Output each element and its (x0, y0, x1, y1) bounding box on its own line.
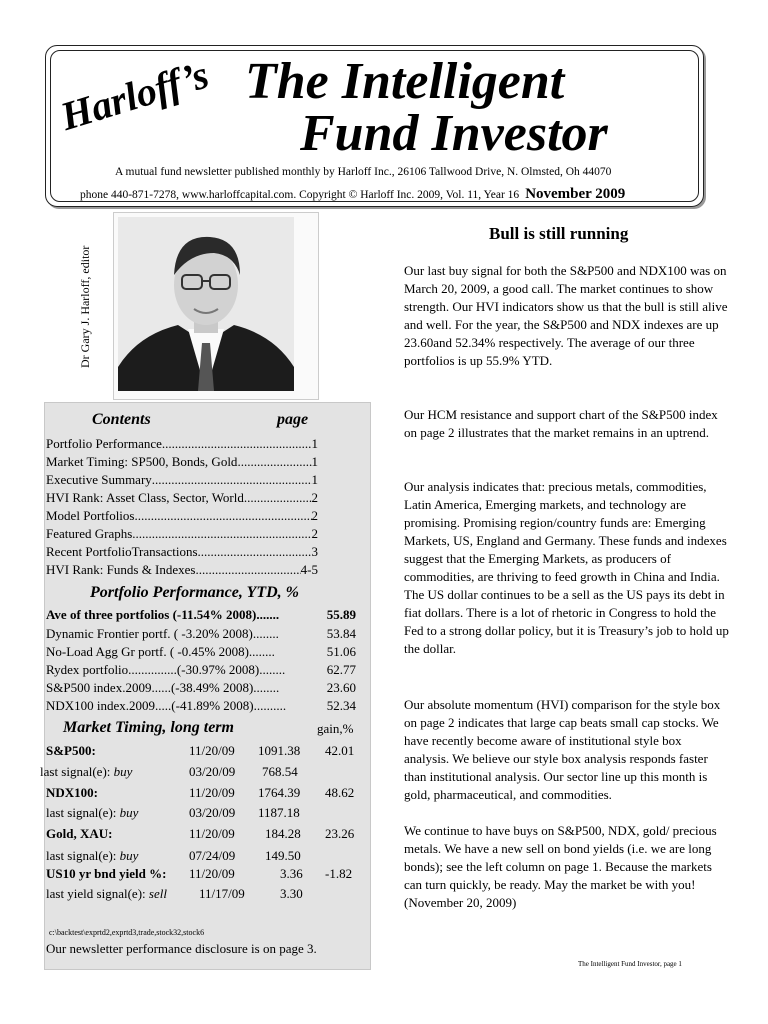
performance-label: Rydex portfolio...............(-30.97% 2008)........ (46, 662, 286, 677)
editor-caption (78, 238, 104, 368)
timing-date: 11/20/09 (189, 743, 235, 758)
toc-leader (198, 543, 312, 561)
toc-item (46, 453, 318, 471)
toc-label: Featured Graphs (46, 526, 133, 541)
toc-item (46, 507, 318, 525)
toc-page: 1 (311, 454, 318, 469)
editor-photo (118, 217, 294, 391)
performance-row (46, 661, 356, 679)
signal-level: 149.50 (265, 848, 301, 863)
toc-leader (196, 561, 301, 579)
toc-page: 2 (311, 508, 318, 523)
signal-label: last signal(e): (46, 848, 120, 863)
timing-gain: 42.01 (325, 743, 355, 758)
toc-leader (237, 453, 311, 471)
article-paragraph: Our analysis indicates that: precious metals, commodities, Latin America, Emerging markets, and technology are promising. Promising region/country funds are: Emerging Markets, US, England and Germany. These funds and indexes suggest that the Emerging Markets, as producers of commodities, are thriving to feed growth in China and India. The US dollar continues to be a sell as the US pays its debt in fiat dollars. There is a lot of rhetoric in Congress to hold the Fed to a strong dollar policy, but it is Treasury’s job to hold up the dollar. (404, 479, 729, 656)
timing-signal (46, 805, 138, 821)
signal-date: 11/17/09 (199, 886, 245, 901)
timing-gain: -1.82 (325, 866, 353, 881)
timing-gain-header: gain,% (317, 721, 354, 736)
signal-value: sell (148, 886, 167, 901)
toc-page: 3 (311, 544, 318, 559)
toc-leader (134, 507, 311, 525)
masthead-contact (80, 186, 625, 203)
signal-date: 07/24/09 (189, 848, 236, 863)
toc-item (46, 543, 318, 561)
contact-line: phone 440-871-7278, www.harloffcapital.com. Copyright © Harloff Inc. 2009, Vol. 11, Year 16 (80, 189, 520, 201)
timing-level: 1091.38 (258, 743, 301, 758)
toc-page: 4-5 (300, 562, 318, 577)
timing-level: 1764.39 (258, 785, 301, 800)
timing-name: NDX100: (46, 785, 98, 800)
performance-label: Ave of three portfolios (-11.54% 2008)....... (46, 607, 280, 622)
performance-value: 53.84 (326, 626, 356, 641)
signal-level: 768.54 (262, 764, 298, 779)
signal-label: last signal(e): (40, 764, 114, 779)
toc-leader (132, 525, 311, 543)
signal-label: last signal(e): (46, 805, 120, 820)
signal-level: 1187.18 (258, 805, 300, 820)
signal-value: buy (119, 848, 139, 863)
timing-date: 11/20/09 (189, 785, 235, 800)
article-paragraph: Our last buy signal for both the S&P500 and NDX100 was on March 20, 2009, a good call. The market continues to show strength. Our HVI indicators show us that the bull is still alive and well. For the year, the S&P500 and NDX indexes are up 23.60and 52.34% respectively. The average of our three portfolios is up 55.9% YTD. (404, 263, 728, 368)
performance-label: NDX100 index.2009.....(-41.89% 2008).......... (46, 698, 287, 713)
article-title: Bull is still running (489, 224, 629, 243)
timing-level: 184.28 (265, 826, 301, 841)
timing-name: S&P500: (46, 743, 96, 758)
page-footer: The Intelligent Fund Investor, page 1 (578, 960, 682, 968)
toc-label: Portfolio Performance (46, 436, 162, 451)
timing-signal (46, 848, 138, 864)
article-paragraph: Our absolute momentum (HVI) comparison for the style box on page 2 indicates that large cap beats small cap stocks. We have recently become aware of institutional style box analysis. We believe our style box analysis responds faster than institutional analysis. Our sector line up this month is gold, pharmaceutical, and commodities. (404, 697, 721, 802)
toc-item (46, 489, 318, 507)
performance-label: No-Load Agg Gr portf. ( -0.45% 2008)........ (46, 644, 275, 659)
performance-label: Dynamic Frontier portf. ( -3.20% 2008)........ (46, 626, 279, 641)
title-line-1: The Intelligent (245, 53, 565, 110)
toc-label: HVI Rank: Asset Class, Sector, World (46, 490, 244, 505)
disclosure-note: Our newsletter performance disclosure is on page 3. (46, 941, 317, 956)
timing-signal (46, 886, 167, 902)
contents-page-header: page (277, 411, 309, 428)
performance-value: 51.06 (326, 644, 356, 659)
timing-signal (40, 764, 132, 780)
toc-item (46, 525, 318, 543)
performance-value: 23.60 (326, 680, 356, 695)
timing-level: 3.36 (280, 866, 303, 881)
performance-value: 62.77 (326, 662, 356, 677)
timing-name: US10 yr bnd yield %: (46, 866, 167, 881)
toc-leader (152, 471, 312, 489)
toc-leader (162, 435, 312, 453)
signal-date: 03/20/09 (189, 764, 236, 779)
toc-page: 2 (311, 526, 318, 541)
toc-label: Market Timing: SP500, Bonds, Gold (46, 454, 238, 469)
toc-page: 2 (311, 490, 318, 505)
toc-leader (244, 489, 312, 507)
performance-value: 55.89 (326, 607, 356, 622)
performance-title: Portfolio Performance, YTD, % (90, 584, 300, 601)
toc-page: 1 (311, 436, 318, 451)
title-line-2: Fund Investor (300, 105, 608, 162)
toc-label: Model Portfolios (46, 508, 135, 523)
article-paragraph: We continue to have buys on S&P500, NDX, gold/ precious metals. We have a new sell on bond yields (i.e. we are long bonds); see the left column on page 1. Because the markets can turn quickly, be ready. May the market be with you! (November 20, 2009) (404, 823, 717, 910)
timing-date: 11/20/09 (189, 866, 235, 881)
file-path: c:\backtest\exprtd2,exprtd3,trade,stock32,stock6 (49, 928, 205, 937)
masthead-subtitle: A mutual fund newsletter published monthly by Harloff Inc., 26106 Tallwood Drive, N. Olmsted, Oh 44070 (115, 166, 612, 178)
timing-title: Market Timing, long term (63, 719, 234, 736)
performance-row (46, 679, 356, 697)
signal-value: buy (113, 764, 133, 779)
toc-label: Recent PortfolioTransactions (46, 544, 198, 559)
brand-name: Harloff’s (55, 51, 214, 139)
issue-date: November 2009 (525, 186, 626, 202)
performance-row (46, 606, 356, 624)
performance-value: 52.34 (326, 698, 356, 713)
performance-row (46, 697, 356, 715)
contents-title: Contents (92, 411, 151, 428)
toc-item (46, 561, 318, 579)
timing-date: 11/20/09 (189, 826, 235, 841)
performance-row (46, 625, 356, 643)
timing-gain: 48.62 (325, 785, 355, 800)
toc-item (46, 435, 318, 453)
signal-value: buy (119, 805, 139, 820)
article-paragraph: Our HCM resistance and support chart of the S&P500 index on page 2 illustrates that the market remains in an uptrend. (404, 407, 718, 440)
signal-label: last yield signal(e): (46, 886, 149, 901)
toc-page: 1 (311, 472, 318, 487)
timing-gain: 23.26 (325, 826, 355, 841)
performance-row (46, 643, 356, 661)
timing-name: Gold, XAU: (46, 826, 113, 841)
toc-label: Executive Summary (46, 472, 152, 487)
signal-date: 03/20/09 (189, 805, 236, 820)
signal-level: 3.30 (280, 886, 303, 901)
editor-caption-text: Dr Gary J. Harloff, editor (78, 245, 92, 368)
toc-item (46, 471, 318, 489)
performance-label: S&P500 index.2009......(-38.49% 2008)........ (46, 680, 280, 695)
toc-label: HVI Rank: Funds & Indexes (46, 562, 196, 577)
